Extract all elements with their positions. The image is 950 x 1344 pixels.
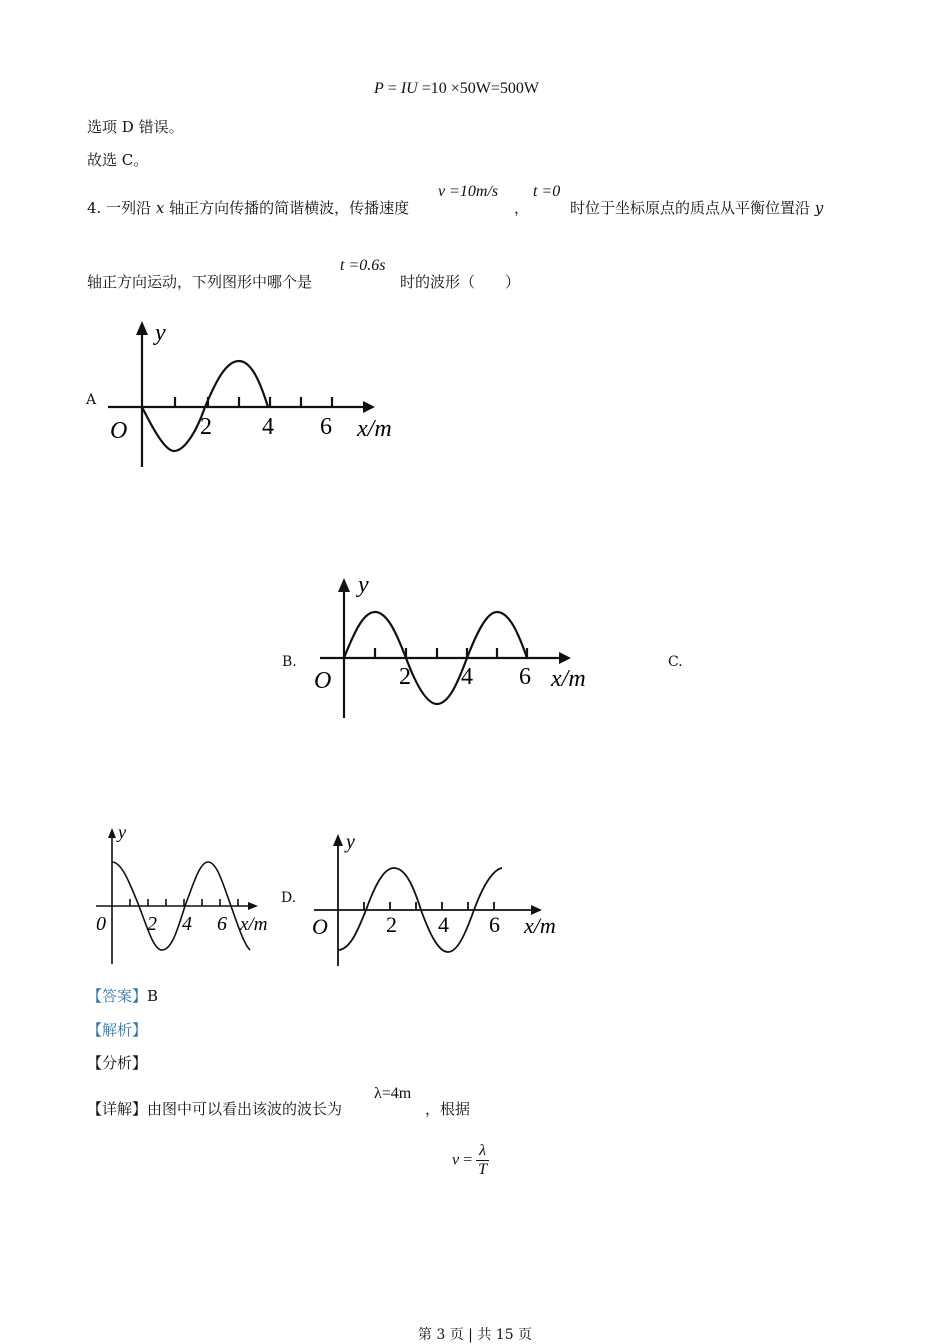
graph-b-tick-6: 6 [519, 664, 531, 690]
question-line-1 [87, 197, 409, 218]
analysis-label: 【解析】 [87, 1021, 148, 1039]
power-symbol: P [374, 80, 384, 97]
option-a-label: A [86, 392, 97, 408]
graph-c-x-label: x/m [240, 914, 268, 935]
answer-value: B [147, 987, 159, 1005]
t-formula: t =0.6s [340, 257, 386, 274]
page-footer: 第 3 页 | 共 15 页 [417, 1327, 533, 1343]
graph-c-tick-4: 4 [182, 913, 192, 935]
graph-c [88, 822, 278, 970]
q-part2: 轴正方向传播的简谐横波，传播速度 [164, 199, 410, 217]
graph-a-x-label: x/m [357, 416, 392, 442]
detail-line [87, 1098, 342, 1119]
fraction-numerator: λ [476, 1142, 489, 1161]
graph-d-tick-4: 4 [438, 912, 449, 937]
velocity-formula: v =10m/s [438, 183, 499, 200]
graph-c-tick-2: 2 [147, 913, 157, 935]
graph-c-tick-6: 6 [217, 913, 227, 935]
graph-b-y-label: y [358, 572, 369, 598]
velocity-fraction-formula [452, 1142, 489, 1179]
fenxi-label: 【分析】 [87, 1054, 148, 1072]
q-x-var: x [155, 199, 165, 217]
graph-b-origin: O [314, 668, 332, 694]
fraction [476, 1142, 489, 1179]
option-d-wrong: 选项 D 错误。 [87, 118, 184, 136]
power-formula [374, 80, 539, 98]
option-d-label: D. [281, 890, 297, 906]
answer-label: 【答案】 [87, 987, 148, 1005]
graph-d-origin: O [312, 914, 328, 939]
conclusion: 故选 C。 [87, 151, 149, 169]
detail-label: 【详解】 [87, 1100, 148, 1118]
answer-line [87, 985, 158, 1006]
graph-a-tick-2: 2 [200, 414, 212, 440]
lambda-formula: λ=4m [374, 1085, 412, 1102]
graph-a [100, 315, 410, 475]
fraction-denominator: T [478, 1161, 488, 1178]
graph-b-x-label: x/m [551, 666, 586, 692]
graph-a-origin: O [110, 418, 128, 444]
graph-c-origin: 0 [96, 913, 106, 935]
detail-text: 由图中可以看出该波的波长为 [147, 1100, 343, 1118]
graph-b-tick-2: 2 [399, 664, 411, 690]
graph-d-tick-6: 6 [489, 912, 500, 937]
t0-formula: t =0 [533, 183, 561, 200]
power-eq: = [383, 80, 397, 97]
graph-d-y-label: y [346, 831, 355, 853]
power-rhs: =10 ×50W=500W [417, 80, 539, 97]
graph-c-y-label: y [118, 822, 126, 842]
graph-a-y-label: y [155, 320, 166, 346]
q-part5: 时的波形（ ） [400, 273, 521, 291]
graph-b-tick-4: 4 [461, 664, 473, 690]
graph-a-tick-4: 4 [262, 414, 274, 440]
q-y-var: y [814, 199, 824, 217]
q-part1: 4. 一列沿 [87, 199, 156, 217]
detail-tail: ，根据 [425, 1100, 471, 1118]
question-line-2: 轴正方向运动，下列图形中哪个是 [87, 273, 313, 291]
iu-symbol: IU [400, 80, 418, 97]
q-part3-text: 时位于坐标原点的质点从平衡位置沿 [570, 199, 815, 217]
v-eq: = [459, 1151, 473, 1169]
graph-d [300, 826, 570, 971]
v-symbol: v [452, 1151, 460, 1169]
graph-b [300, 570, 610, 730]
graph-a-tick-6: 6 [320, 414, 332, 440]
q-comma: ， [514, 199, 530, 217]
q-part3 [570, 197, 823, 218]
graph-d-x-label: x/m [524, 913, 556, 938]
option-c-label: C. [668, 654, 683, 670]
graph-d-tick-2: 2 [386, 912, 397, 937]
option-b-label: B. [282, 654, 297, 670]
